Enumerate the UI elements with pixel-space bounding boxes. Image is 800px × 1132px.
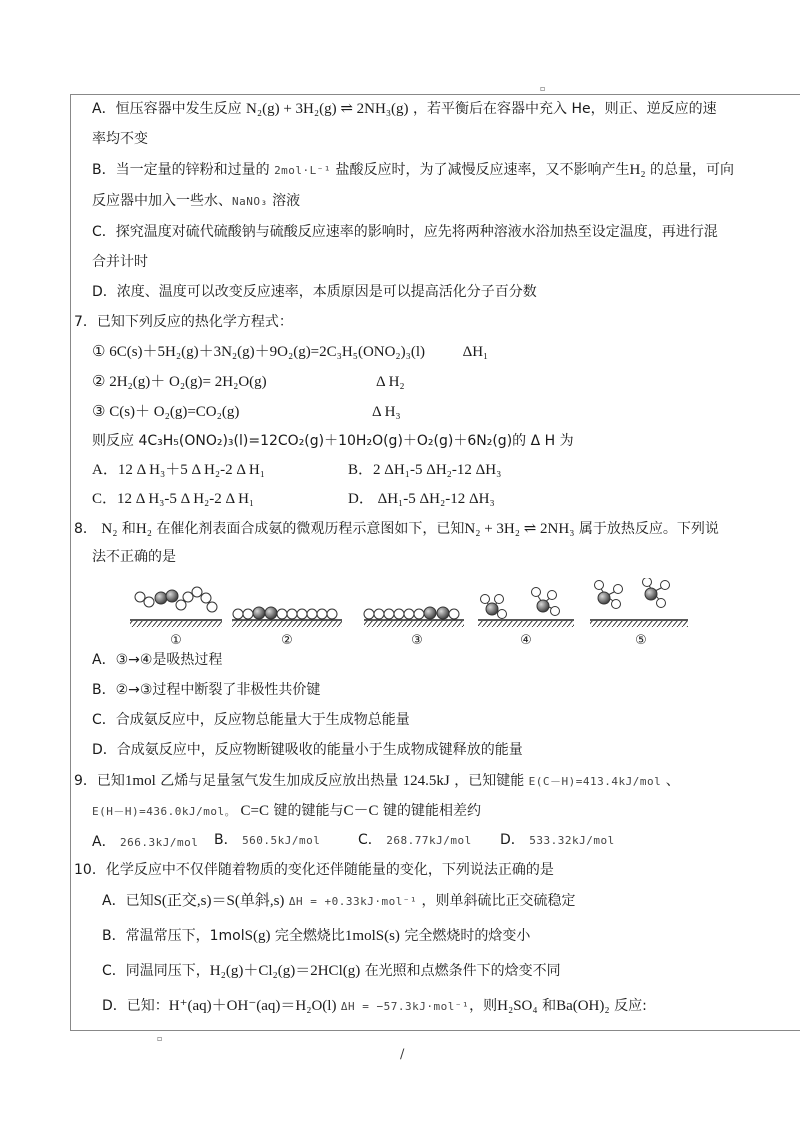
q8-equation: N₂ + 3H₂ ⇌ 2NH₃: [464, 521, 575, 537]
q10-a-equation: S(正交,s)＝S(单斜,s): [153, 893, 285, 909]
q9-stem-post: ，已知键能: [454, 773, 525, 789]
q9-c-value: 268.77kJ/mol: [386, 834, 472, 847]
q10-b-text: B．常温常压下，1mol: [102, 928, 245, 944]
q8-stem: [74, 519, 719, 539]
q10-d-dh: ΔH = −57.3kJ·mol⁻¹: [340, 1000, 470, 1013]
q9-ech: E(C－H)=413.4kJ/mol: [528, 775, 662, 788]
q6-b-cont-end: 溶液: [272, 193, 301, 209]
q10-c-text: C．同温同压下，: [102, 963, 210, 979]
q9-a-label: A．: [92, 834, 116, 850]
q6-option-c-cont: 合并计时: [92, 254, 148, 270]
step-label-2: ②: [281, 633, 293, 648]
q6-option-c: C．探究温度对硫代硫酸钠与硫酸反应速率的影响时，应先将两种溶液水浴加热至设定温度，再进行混: [92, 224, 718, 240]
page-frame-top: [70, 94, 800, 95]
q9-separator: 、: [665, 773, 680, 789]
q8-number: 8．: [74, 521, 97, 537]
q6-a-text-end: ，若平衡后在容器中充入 He，则正、逆反应的速: [413, 101, 717, 117]
q10-a-text-end: ，则单斜硫比正交硫稳定: [421, 893, 576, 909]
page-frame-bottom: [70, 1030, 800, 1031]
step2-molecules: [233, 607, 337, 619]
q8-stem-cont: 法不正确的是: [92, 549, 176, 565]
q7-equation-3: ③ C(s)＋ O₂(g)=CO₂(g): [92, 404, 240, 420]
step-label-1: ①: [170, 633, 182, 648]
q7-equation-2: ② 2H₂(g)＋ O₂(g)= 2H₂O(g): [92, 374, 267, 390]
q10-stem: 10．化学反应中不仅伴随着物质的变化还伴随能量的变化，下列说法正确的是: [74, 862, 554, 878]
q6-b-salt: NaNO₃: [232, 195, 268, 208]
page-footer: /: [400, 1047, 405, 1062]
q8-and: 和: [121, 521, 136, 537]
q7-question: 则反应 4C₃H₅(ONO₂)₃(l)=12CO₂(g)＋10H₂O(g)＋O₂(g)＋6N₂(g)的 Δ H 为: [92, 433, 574, 449]
q9-stem-mid: 乙烯与足量氢气发生加成反应放出热量: [160, 773, 399, 789]
q9-ehh: E(H－H)=436.0kJ/mol。: [92, 805, 237, 818]
q6-option-b: [92, 160, 734, 181]
q6-option-a-cont: 率均不变: [92, 131, 148, 147]
q9-option-d: [500, 830, 615, 851]
q8-n2: N₂: [101, 521, 118, 537]
q7-option-b: B．2 ΔH₁-5 ΔH₂-12 ΔH₃: [348, 462, 502, 478]
q6-b-h2: H₂: [629, 162, 646, 178]
step5-ammonia: [595, 578, 670, 609]
q7-option-c: C．12 Δ H₃-5 Δ H₂-2 Δ H₁: [92, 491, 255, 507]
q10-d-base: Ba(OH)₂: [556, 998, 610, 1014]
step4-ammonia: [481, 588, 560, 619]
q7-stem: 7．已知下列反应的热化学方程式：: [74, 314, 293, 330]
step-label-4: ④: [520, 633, 532, 648]
q7-eq2-dh: Δ H₂: [376, 374, 405, 390]
q10-d-text: D．已知：: [102, 998, 169, 1014]
q9-b-label: B．: [214, 832, 238, 848]
q7-equation-1: [92, 342, 488, 362]
q9-a-value: 266.3kJ/mol: [120, 836, 199, 849]
step1-molecules: [135, 587, 217, 612]
q7-eq1-dh: ΔH₁: [462, 344, 489, 360]
q6-option-d: D．浓度、温度可以改变反应速率，本质原因是可以提高活化分子百分数: [92, 284, 537, 300]
step3-atoms: [364, 607, 459, 619]
q9-c-label: C．: [358, 832, 382, 848]
q9-d-label: D．: [500, 832, 525, 848]
q10-d-equation: H⁺(aq)＋OH⁻(aq)＝H₂O(l): [168, 998, 337, 1014]
q6-a-equation: N₂(g) + 3H₂(g) ⇌ 2NH₃(g): [246, 101, 409, 117]
q10-d-text-mid: ，则: [469, 998, 498, 1014]
q8-option-d: D．合成氨反应中，反应物断键吸收的能量小于生成物成键释放的能量: [92, 742, 523, 758]
q6-b-text-end: 的总量，可向: [650, 162, 735, 178]
step-label-5: ⑤: [635, 633, 647, 648]
step-label-3: ③: [411, 633, 423, 648]
q10-option-c: [102, 961, 561, 981]
q9-heat: 124.5kJ: [402, 773, 450, 789]
page-mark-top: ▫: [540, 84, 546, 93]
q6-b-cont-text: 反应器中加入一些水、: [92, 193, 232, 209]
q9-double-bond: C=C: [240, 803, 270, 819]
q9-stem-cont: [92, 801, 481, 822]
q9-stem: [74, 771, 680, 792]
q8-stem-mid: 在催化剂表面合成氨的微观历程示意图如下，已知: [156, 521, 465, 537]
q6-b-text: B．当一定量的锌粉和过量的: [92, 162, 270, 178]
q9-b-value: 560.5kJ/mol: [242, 834, 321, 847]
q6-a-text: A．恒压容器中发生反应: [92, 101, 242, 117]
q10-option-b: [102, 926, 530, 946]
q9-stem-mid2: 键的键能与: [273, 803, 344, 819]
q7-eq1-text: ① 6C(s)＋5H₂(g)＋3N₂(g)＋9O₂(g)=2C₃H₅(ONO₂)₃(l): [92, 344, 426, 360]
q8-reaction-diagram: [128, 578, 688, 650]
q10-a-text: A．已知: [102, 893, 154, 909]
q6-option-b-cont: [92, 191, 300, 212]
q8-option-b: B．②→③过程中断裂了非极性共价键: [92, 682, 321, 698]
q10-b-text-end: 完全燃烧时的焓变小: [404, 928, 531, 944]
q7-option-d: D． ΔH₁-5 ΔH₂-12 ΔH₃: [348, 491, 495, 507]
q7-option-a: A．12 Δ H₃＋5 Δ H₂-2 Δ H₁: [92, 462, 265, 478]
q8-stem-end: 属于放热反应。下列说: [578, 521, 719, 537]
q8-option-a: A．③→④是吸热过程: [92, 652, 223, 668]
q9-number: 9．已知: [74, 773, 125, 789]
q10-b-ss: 1molS(s): [344, 928, 400, 944]
q9-single-bond: C－C: [343, 803, 379, 819]
page-frame-left: [70, 94, 71, 1030]
q7-eq3-dh: Δ H₃: [372, 404, 401, 420]
q10-option-a: [102, 891, 576, 912]
q10-b-text-mid: 完全燃烧比: [274, 928, 345, 944]
q10-d-and: 和: [542, 998, 557, 1014]
q8-option-c: C．合成氨反应中，反应物总能量大于生成物总能量: [92, 712, 410, 728]
q9-mol: 1mol: [124, 773, 156, 789]
q9-option-b: [214, 830, 320, 851]
q9-stem-end: 键的键能相差约: [382, 803, 481, 819]
q10-option-d: [102, 996, 647, 1017]
q8-h2: H₂: [135, 521, 152, 537]
q9-option-c: [358, 830, 472, 851]
catalyst-surfaces: [130, 620, 688, 627]
page-mark-bottom: ▫: [157, 1034, 163, 1043]
q9-d-value: 533.32kJ/mol: [529, 834, 615, 847]
q6-option-a: [92, 99, 717, 119]
q6-b-concentration: 2mol·L⁻¹: [274, 164, 332, 177]
q10-b-sg: S(g): [244, 928, 271, 944]
q9-option-a: [92, 832, 198, 853]
q10-c-equation: H₂(g)＋Cl₂(g)＝2HCl(g): [209, 963, 361, 979]
q10-c-text-end: 在光照和点燃条件下的焓变不同: [364, 963, 561, 979]
q10-a-dh: ΔH = +0.33kJ·mol⁻¹: [288, 895, 418, 908]
q10-d-acid: H₂SO₄: [497, 998, 538, 1014]
q6-b-text-mid: 盐酸反应时，为了减慢反应速率，又不影响产生: [335, 162, 630, 178]
q10-d-text-end: 反应:: [614, 998, 647, 1014]
